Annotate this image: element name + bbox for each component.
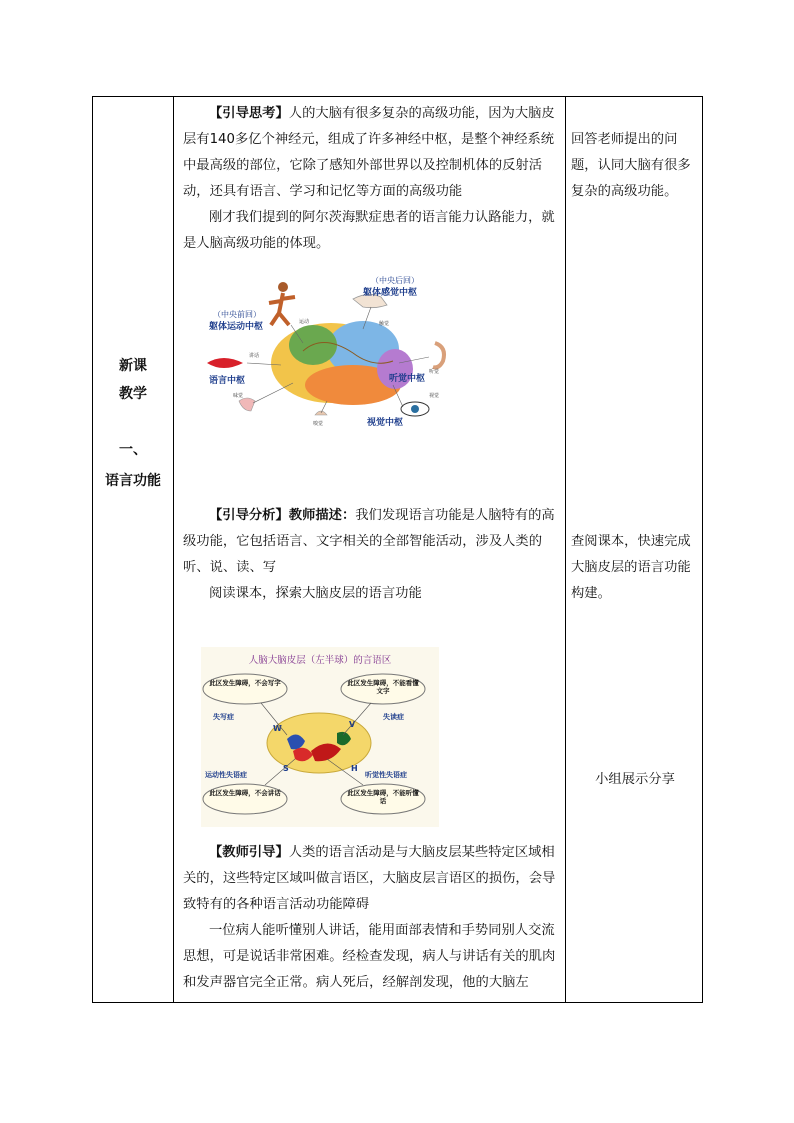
read-textbook-paragraph: 阅读课本，探索大脑皮层的语言功能	[209, 586, 422, 601]
guide-analysis-tag: 【引导分析】教师描述：	[209, 508, 356, 523]
label-sight: 视觉	[429, 393, 440, 399]
label-movement: 运动	[299, 319, 310, 325]
label-agraphia: 失写症	[213, 713, 234, 721]
label-language-center: 语言中枢	[209, 376, 246, 386]
alzheimer-paragraph: 刚才我们提到的阿尔茨海默症患者的语言能力认路能力，就是人脑高级功能的体现。	[183, 210, 555, 251]
patient-case-paragraph: 一位病人能听懂别人讲话，能用面部表情和手势同别人交流思想，可是说话非常困难。经检查发现，病人与讲话有关的肌肉和发声器官完全正常。病人死后，经解剖发现，他的大脑左	[183, 923, 556, 990]
brain-centers-figure	[203, 273, 453, 433]
lesson-table	[92, 96, 703, 1003]
guide-think-block	[183, 101, 567, 257]
label-hearing: 听觉	[429, 369, 440, 375]
teacher-guide-tag: 【教师引导】	[209, 845, 289, 860]
teacher-guide-text: 人类的语言活动是与大脑皮层某些特定区域相关的，这些特定区域叫做言语区，大脑皮层言语区的损伤，会导致特有的各种语言活动功能障碍	[183, 845, 556, 912]
cloud-h-text: 此区发生障碍，不能听懂话	[347, 789, 419, 805]
label-vision-center: 视觉中枢	[367, 418, 404, 428]
label-front-gyrus: （中央前回）	[213, 310, 261, 319]
runner-body-icon	[269, 293, 295, 325]
speech-figure-title: 人脑大脑皮层（左半球）的言语区	[248, 655, 392, 666]
section-column	[93, 97, 173, 1002]
section-label-new: 新课	[119, 358, 147, 374]
speech-areas-figure	[201, 647, 439, 827]
label-motor-center: 躯体运动中枢	[209, 322, 264, 332]
cloud-s-text: 此区发生障碍，不会讲话	[209, 789, 281, 797]
label-touch: 触觉	[379, 321, 390, 327]
cloud-v-text: 此区发生障碍，不能看懂文字	[347, 679, 419, 695]
lips-icon	[207, 358, 243, 368]
label-auditory-aphasia: 听觉性失语症	[365, 771, 407, 779]
letter-w: W	[273, 724, 282, 733]
teacher-guide-block	[183, 840, 567, 996]
column-divider-1	[173, 97, 174, 1002]
runner-head-icon	[278, 282, 288, 292]
taste-hand-icon	[239, 398, 255, 411]
ear-icon	[433, 343, 444, 367]
label-sensory-center: 躯体感觉中枢	[363, 288, 418, 298]
label-hearing-center: 听觉中枢	[389, 374, 426, 384]
label-back-gyrus: （中央后回）	[371, 276, 419, 285]
cloud-w-text: 此区发生障碍，不会写字	[209, 679, 281, 687]
guide-analysis-text: 我们发现语言功能是人脑特有的高级功能，它包括语言、文字相关的全部智能活动，涉及人类的听、说、读、写	[183, 508, 555, 575]
label-speech: 讲话	[249, 353, 260, 359]
guide-analysis-block	[183, 503, 567, 607]
student-activity-3: 小组展示分享	[595, 772, 675, 787]
student-activity-1: 回答老师提出的问题，认同大脑有很多复杂的高级功能。	[571, 132, 691, 199]
section-label-language: 语言功能	[105, 473, 161, 489]
label-motor-aphasia: 运动性失语症	[205, 771, 247, 779]
student-activity-2: 查阅课本，快速完成大脑皮层的语言功能构建。	[571, 534, 691, 601]
label-alexia: 失读症	[383, 713, 404, 721]
section-label-teach: 教学	[119, 386, 147, 402]
eye-pupil-icon	[411, 405, 419, 413]
guide-think-tag: 【引导思考】	[209, 106, 289, 121]
letter-h: H	[351, 764, 358, 773]
section-label-number: 一、	[119, 442, 147, 458]
label-smell: 嗅觉	[313, 421, 324, 427]
letter-v: V	[349, 720, 356, 729]
letter-s: S	[283, 764, 289, 773]
label-taste: 味觉	[233, 393, 244, 399]
guide-think-text: 人的大脑有很多复杂的高级功能，因为大脑皮层有140多亿个神经元，组成了许多神经中枢，是整个神经系统中最高级的部位，它除了感知外部世界以及控制机体的反射活动，还具有语言、学习和记忆等方面的高级功能	[183, 106, 555, 199]
